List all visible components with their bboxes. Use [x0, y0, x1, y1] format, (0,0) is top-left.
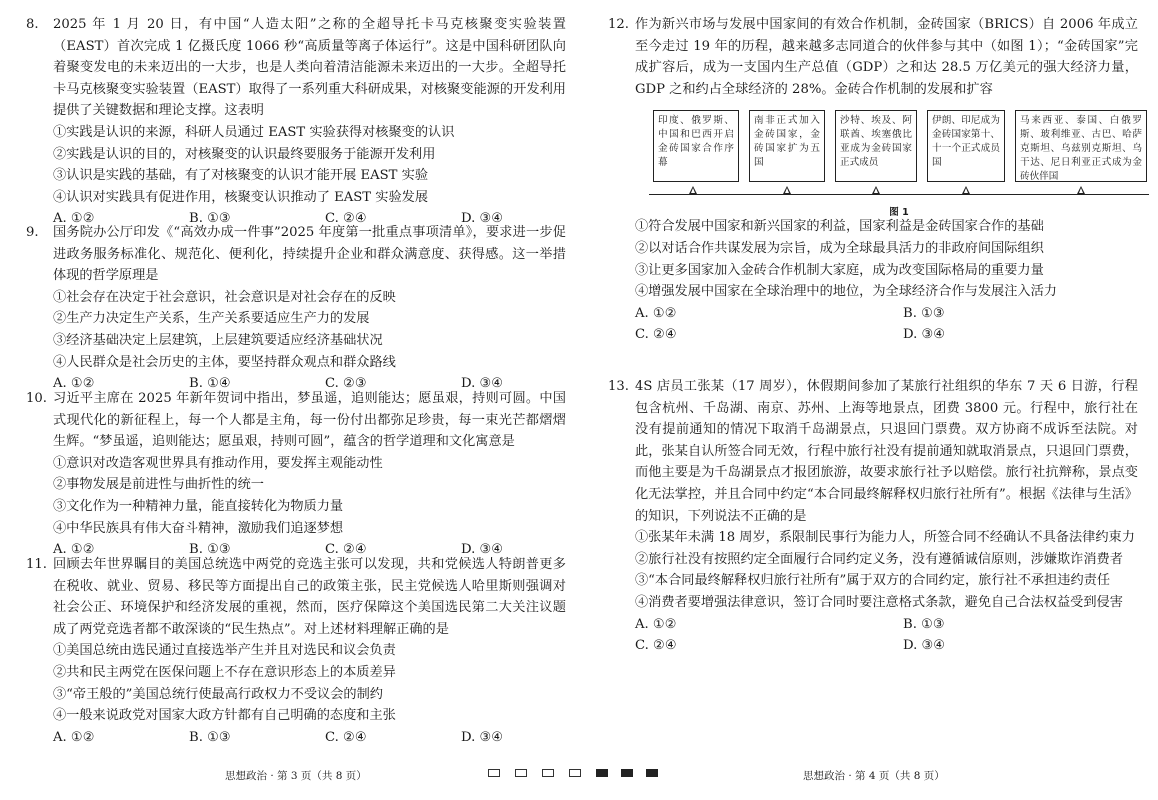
- option-c[interactable]: C. ②④: [635, 327, 677, 343]
- right-page-column: [608, 14, 1142, 657]
- timeline-box-3: 沙特、埃及、阿联酋、埃塞俄比亚成为金砖国家正式成员: [835, 110, 917, 182]
- option-b[interactable]: B. ①③: [903, 616, 945, 632]
- page-footer-left: 思想政治 · 第 3 页（共 8 页）: [225, 770, 367, 782]
- option-d[interactable]: D. ③④: [461, 542, 504, 558]
- option-a[interactable]: A. ①②: [53, 542, 95, 558]
- timeline-box-5: 马来西亚、泰国、白俄罗斯、玻利维亚、古巴、哈萨克斯坦、乌兹别克斯坦、乌干达、尼日利亚正式成为金砖伙伴国: [1015, 110, 1147, 182]
- question-number: 11.: [26, 557, 47, 572]
- option-b[interactable]: B. ①③: [189, 729, 231, 745]
- question-stem: 作为新兴市场与发展中国家间的有效合作机制，金砖国家（BRICS）自 2006 年成立至今走过 19 年的历程，越来越多志同道合的伙伴参与其中（如图 1）；“金砖国家”完成扩容后，成为一支国内生产总值（GDP）之和达 28.5 万亿美元的强大经济力量，GDP 之和约占全球经济的 28%。金砖合作机制的发展和扩容: [635, 17, 1138, 97]
- question-9: [26, 222, 566, 392]
- statement-2: ②旅行社没有按照约定全面履行合同约定义务，没有遵循诚信原则，涉嫌欺诈消费者: [635, 551, 1123, 567]
- option-a[interactable]: A. ①②: [53, 376, 95, 392]
- question-stem: 回顾去年世界瞩目的美国总统选中两党的竞选主张可以发现，共和党候选人特朗普更多在税收、就业、贸易、移民等方面提出自己的政策主张，民主党候选人哈里斯则强调对社会公正、环境保护和经济发展的重视，然而，医疗保障这个美国选民第二大关注议题成了两党竞选者都不敢深谈的“民生热点”。对上述材料理解正确的是: [53, 557, 566, 637]
- statement-1: ①符合发展中国家和新兴国家的利益，国家利益是金砖国家合作的基础: [635, 219, 1044, 235]
- option-a[interactable]: A. ①②: [53, 729, 95, 745]
- registration-mark: [596, 769, 608, 777]
- option-b[interactable]: B. ①③: [189, 542, 231, 558]
- question-8: [26, 14, 566, 227]
- registration-mark: [515, 769, 527, 777]
- statement-2: ②共和民主两党在医保问题上不存在意识形态上的本质差异: [53, 664, 396, 680]
- option-d[interactable]: D. ③④: [903, 327, 946, 343]
- option-c[interactable]: C. ②④: [635, 638, 677, 654]
- timeline-box-2: 南非正式加入金砖国家，金砖国家扩为五国: [749, 110, 825, 182]
- answer-options-row-1: [635, 614, 1138, 636]
- question-11: [26, 554, 566, 764]
- question-number: 8.: [26, 17, 39, 32]
- question-number: 10.: [26, 391, 47, 406]
- option-a[interactable]: A. ①②: [635, 305, 677, 321]
- question-stem: 4S 店员工张某（17 周岁），休假期间参加了某旅行社组织的华东 7 天 6 日游，行程包含杭州、千岛湖、南京、苏州、上海等地景点，团费 3800 元。行程中，旅行社在没有提前通知的情况下取消千岛湖景点，只退回门票费。双方协商不成诉至法院。对此，张某自认所签合同无效，行程中旅行社没有提前通知就取消景点，只退回门票费，而他主要是为千岛湖景点才报团旅游，故要求旅行社予以赔偿。旅行社抗辩称，景点变化无法掌控，并且合同中约定“本合同最终解释权归旅行社所有”。根据《法律与生活》的知识，下列说法不正确的是: [635, 379, 1138, 524]
- option-a[interactable]: A. ①②: [53, 211, 95, 227]
- statement-4: ④消费者要增强法律意识，签订合同时要注意格式条款，避免自己合法权益受到侵害: [635, 594, 1123, 610]
- statement-2: ②生产力决定生产关系，生产关系要适应生产力的发展: [53, 311, 370, 327]
- statement-2: ②实践是认识的目的，对核聚变的认识最终要服务于能源开发利用: [53, 146, 436, 162]
- question-stem: 国务院办公厅印发《“高效办成一件事”2025 年度第一批重点事项清单》，要求进一步促进政务服务标准化、规范化、便利化，持续提升企业和群众满意度、获得感。这一举措体现的哲学原理是: [53, 225, 566, 284]
- statement-1: ①社会存在决定于社会意识，社会意识是对社会存在的反映: [53, 289, 396, 305]
- timeline-axis: [649, 194, 1149, 195]
- registration-mark: [621, 769, 633, 777]
- statement-3: ③“本合同最终解释权归旅行社所有”属于双方的合同约定，旅行社不承担违约责任: [635, 573, 1111, 589]
- statement-2: ②事物发展是前进性与曲折性的统一: [53, 477, 264, 493]
- option-c[interactable]: C. ②④: [325, 542, 367, 558]
- timeline-box-4: 伊朗、印尼成为金砖国家第十、十一个正式成员国: [927, 110, 1005, 182]
- statement-3: ③认识是实践的基础，有了对核聚变的认识才能开展 EAST 实验: [53, 168, 429, 184]
- question-number: 9.: [26, 225, 39, 240]
- option-d[interactable]: D. ③④: [461, 211, 504, 227]
- statement-3: ③“帝王般的”美国总统行使最高行政权力不受议会的制约: [53, 686, 383, 702]
- option-d[interactable]: D. ③④: [903, 638, 946, 654]
- statement-3: ③让更多国家加入金砖合作机制大家庭，成为改变国际格局的重要力量: [635, 262, 1044, 278]
- option-c[interactable]: C. ②③: [325, 376, 367, 392]
- question-stem: 2025 年 1 月 20 日，有中国“人造太阳”之称的全超导托卡马克核聚变实验装置（EAST）首次完成 1 亿摄氏度 1066 秒“高质量等离子体运行”。这是中国科研团队向着聚变发电的未来迈出的一大步，也是人类向着清洁能源未来迈出的一大步。全超导托卡马克核聚变实验装置（EAST）取得了一系列重大科研成果，对核聚变能源的开发利用提供了关键数据和理论支撑。这表明: [53, 17, 566, 119]
- left-page-column: [26, 14, 566, 764]
- statement-4: ④人民群众是社会历史的主体，要坚持群众观点和群众路线: [53, 354, 396, 370]
- answer-options-row-2: [635, 635, 1138, 657]
- option-c[interactable]: C. ②④: [325, 211, 367, 227]
- registration-mark: [542, 769, 554, 777]
- answer-options: [53, 727, 566, 749]
- question-12: [608, 14, 1142, 376]
- question-number: 12.: [608, 17, 629, 32]
- option-d[interactable]: D. ③④: [461, 729, 504, 745]
- statement-3: ③经济基础决定上层建筑，上层建筑要适应经济基础状况: [53, 332, 383, 348]
- timeline-marker: [783, 186, 791, 194]
- question-13: [608, 376, 1138, 657]
- question-number: 13.: [608, 379, 629, 394]
- statement-4: ④增强发展中国家在全球治理中的地位，为全球经济合作与发展注入活力: [635, 284, 1057, 300]
- figure-caption: 图 1: [889, 207, 909, 219]
- registration-mark: [488, 769, 500, 777]
- statement-4: ④认识对实践具有促进作用，核聚变认识推动了 EAST 实验发展: [53, 189, 429, 205]
- statement-3: ③文化作为一种精神力量，能直接转化为物质力量: [53, 498, 344, 514]
- timeline-box-1: 印度、俄罗斯、中国和巴西开启金砖国家合作序幕: [653, 110, 739, 182]
- question-stem: 习近平主席在 2025 年新年贺词中指出，梦虽遥，追则能达；愿虽艰，持则可圆。中国式现代化的新征程上，每一个人都是主角，每一份付出都弥足珍贵，每一束光芒都熠熠生辉。“梦虽遥，追则能达；愿虽艰，持则可圆”，蕴含的哲学道理和文化寓意是: [53, 391, 566, 450]
- question-10: [26, 388, 566, 558]
- option-b[interactable]: B. ①③: [189, 211, 231, 227]
- option-a[interactable]: A. ①②: [635, 616, 677, 632]
- registration-mark: [569, 769, 581, 777]
- registration-mark: [646, 769, 658, 777]
- statement-4: ④一般来说政党对国家大政方针都有自己明确的态度和主张: [53, 708, 396, 724]
- timeline-marker: [689, 186, 697, 194]
- timeline-marker: [962, 186, 970, 194]
- statement-4: ④中华民族具有伟大奋斗精神，激励我们追逐梦想: [53, 520, 344, 536]
- option-b[interactable]: B. ①④: [189, 376, 231, 392]
- statement-1: ①美国总统由选民通过直接选举产生并且对选民和议会负责: [53, 643, 396, 659]
- statement-2: ②以对话合作共谋发展为宗旨，成为全球最具活力的非政府间国际组织: [635, 240, 1044, 256]
- statement-1: ①意识对改造客观世界具有推动作用，要发挥主观能动性: [53, 455, 383, 471]
- answer-options-row-2: [635, 324, 1138, 346]
- statement-1: ①张某年未满 18 周岁，系限制民事行为能力人，所签合同不经确认不具备法律约束力: [635, 530, 1135, 546]
- answer-options-row-1: [635, 303, 1138, 325]
- option-b[interactable]: B. ①③: [903, 305, 945, 321]
- option-d[interactable]: D. ③④: [461, 376, 504, 392]
- brics-timeline-figure: [649, 106, 1149, 219]
- page-footer-right: 思想政治 · 第 4 页（共 8 页）: [803, 770, 945, 782]
- option-c[interactable]: C. ②④: [325, 729, 367, 745]
- timeline-marker: [872, 186, 880, 194]
- statement-1: ①实践是认识的来源，科研人员通过 EAST 实验获得对核聚变的认识: [53, 124, 455, 140]
- timeline-marker: [1077, 186, 1085, 194]
